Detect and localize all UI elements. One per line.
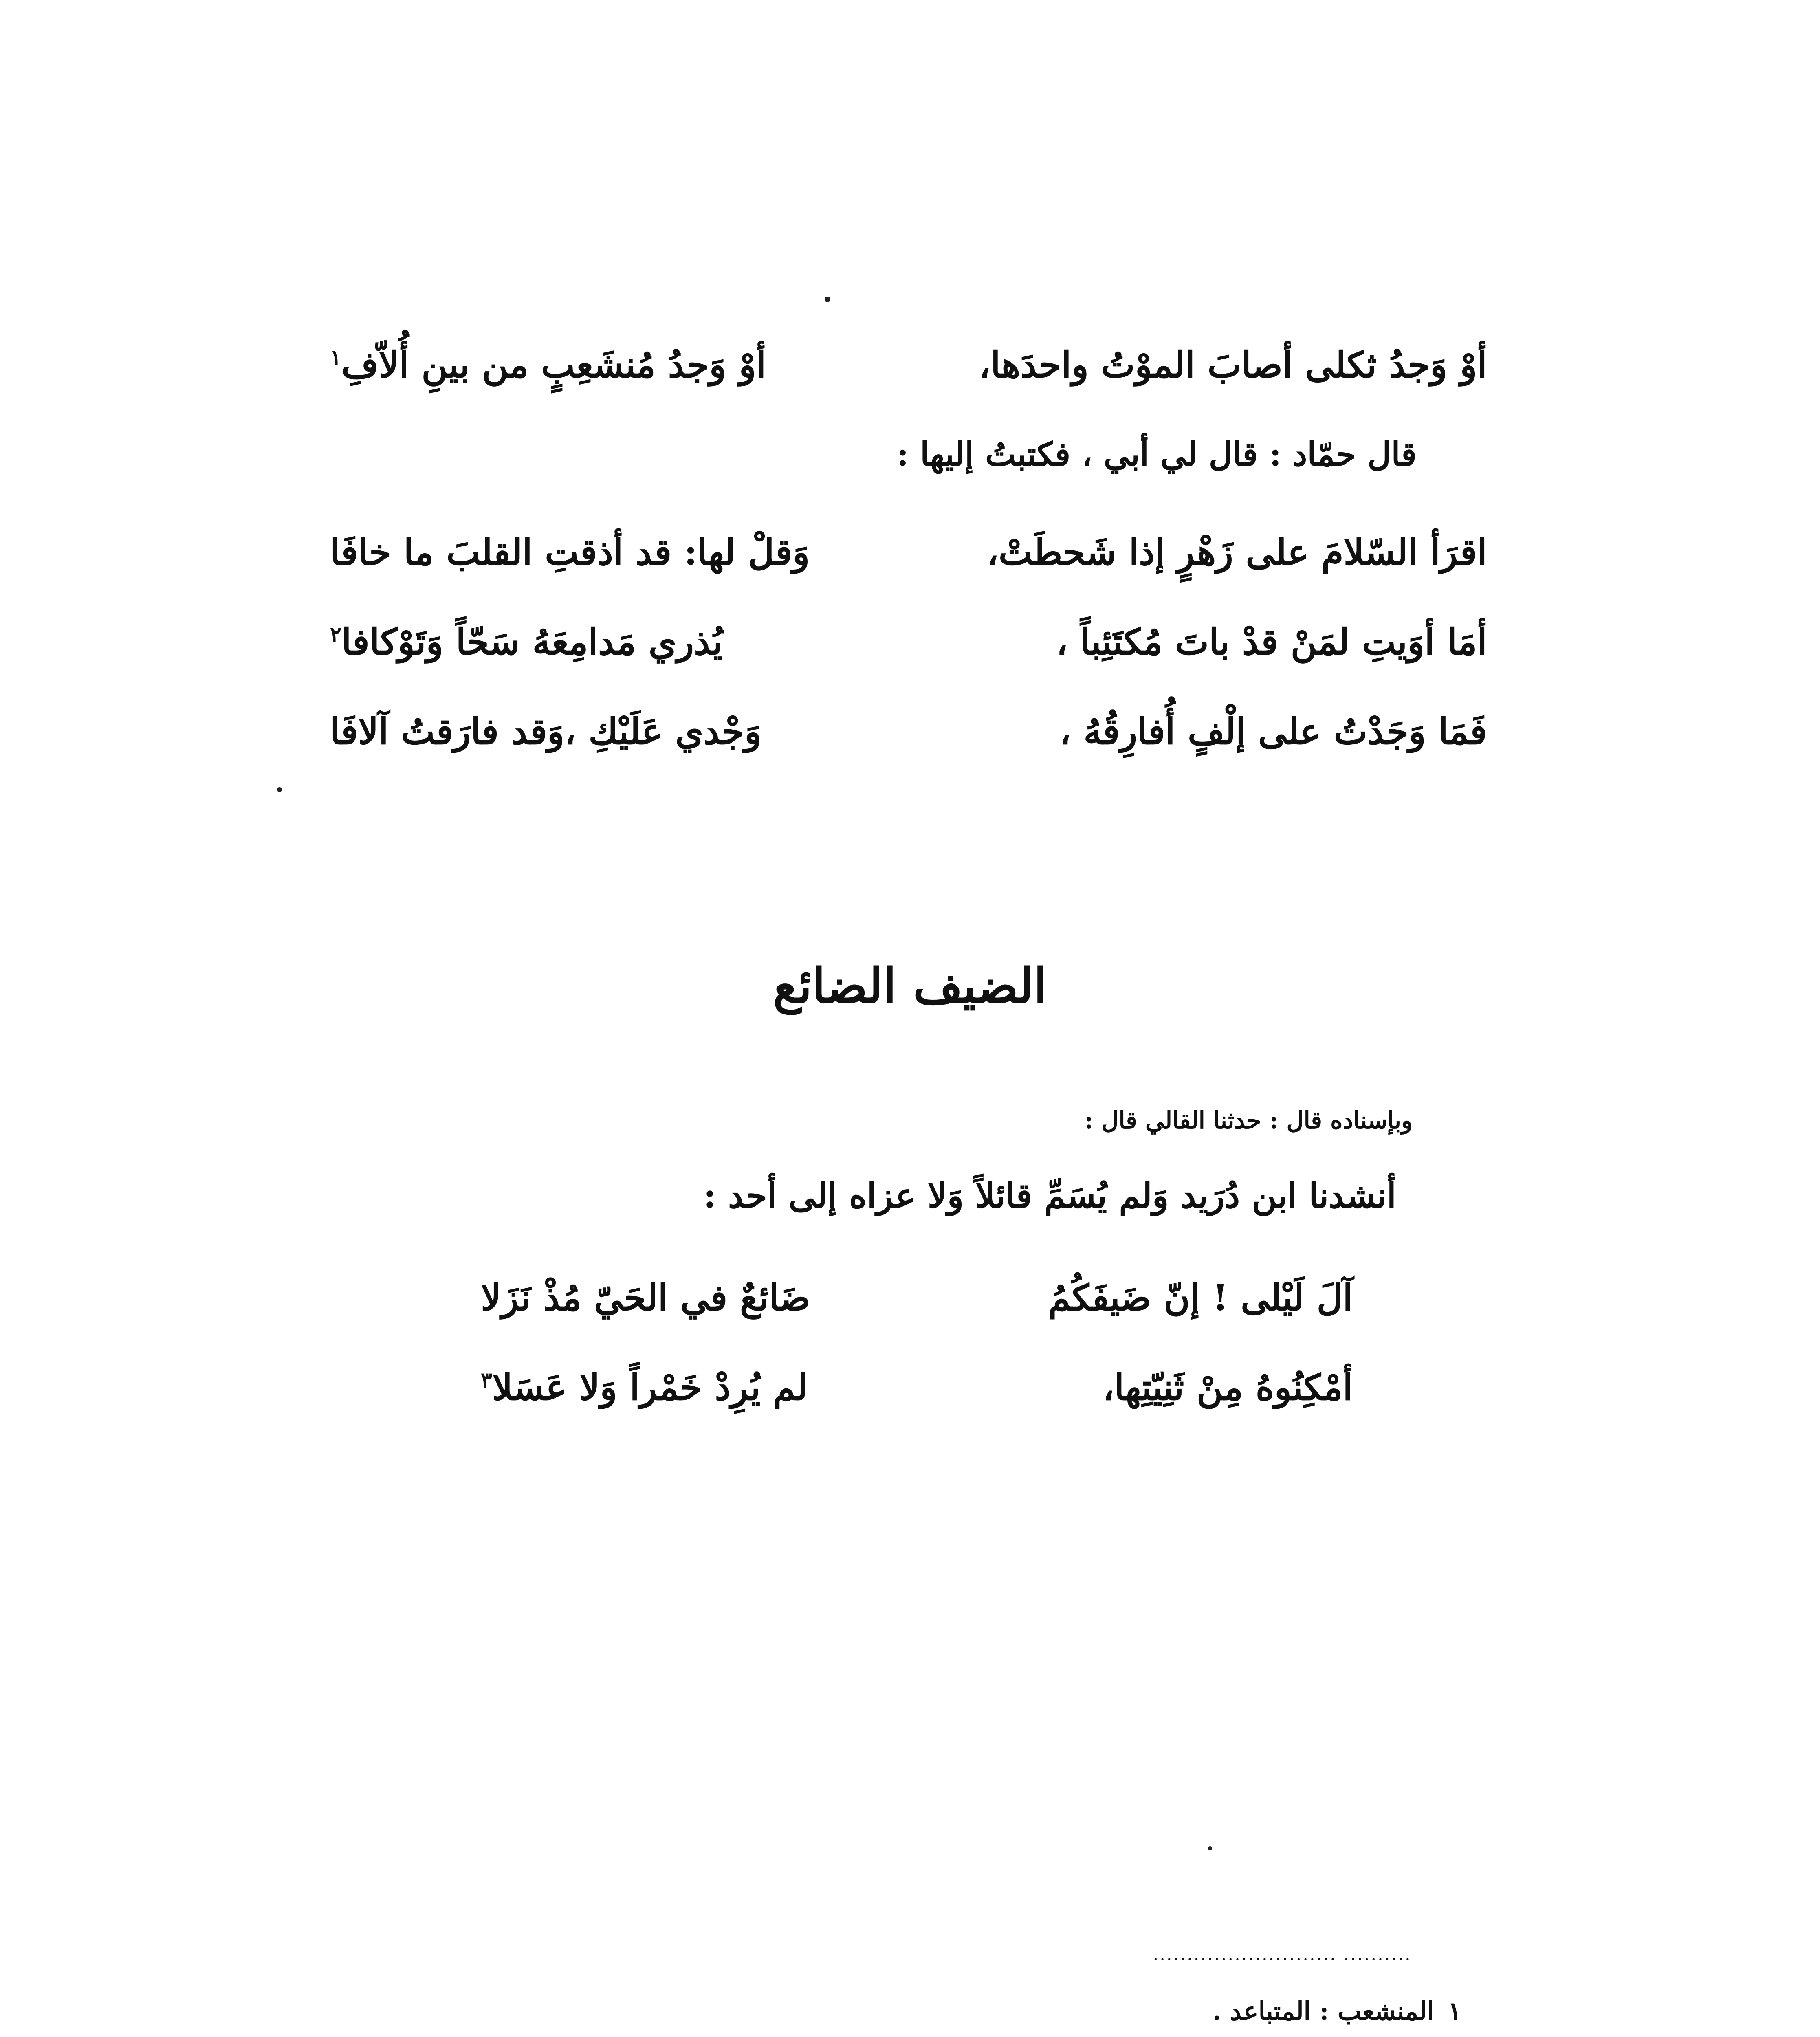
- section-verse-2: [481, 1357, 1353, 1418]
- footnote-item: [1213, 1996, 1461, 2026]
- poem1-verse-1: [330, 334, 1487, 395]
- print-speck: [825, 297, 830, 302]
- hemistich-first: اقرَأ السّلامَ على زَهْرٍ إذا شَحطَتْ،: [987, 531, 1487, 573]
- footnote-text: المنشعب : المتباعد .: [1212, 1996, 1434, 2026]
- section-isnad: وبإسناده قال : حدثنا القالي قال :: [1084, 1106, 1413, 1134]
- hemistich-first: فَمَا وَجَدْتُ على إلْفٍ أُفارِقُهُ ،: [1059, 710, 1487, 752]
- hemistich-second: وَقلْ لها: قد أذقتِ القلبَ ما خافَا: [330, 531, 810, 573]
- poem1-verse-3: [330, 611, 1487, 672]
- hemistich-second: ضَائعٌ في الحَيّ مُذْ نَزَلا: [481, 1276, 810, 1319]
- footnote-marker: ٢: [330, 622, 341, 647]
- poem1-intro: قال حمّاد : قال لي أبي ، فكتبتُ إليها :: [896, 435, 1417, 473]
- hemistich-second: أوْ وَجدُ مُنشَعِبٍ من بينِ أُلاّفِ$^١$: [330, 343, 766, 386]
- section-title: الضيف الضائع: [773, 957, 1047, 1014]
- hemistich-first: آلَ لَيْلى ! إنّ ضَيفَكُمُ: [1048, 1276, 1353, 1319]
- section-verse-1: [481, 1267, 1353, 1328]
- section-intro: أنشدنا ابن دُرَيد وَلم يُسَمِّ قائلاً وَلا عزاه إلى أحد :: [703, 1175, 1396, 1216]
- hemistich-second: يُذري مَدامِعَهُ سَحّاً وَتَوْكافا$^٢$: [330, 620, 723, 663]
- hemistich-second: وَجْدي عَلَيْكِ ،وَقد فارَقتُ آلافَا: [330, 710, 762, 752]
- hemistich-first: أوْ وَجدُ ثكلى أصابَ الموْتُ واحدَها،: [979, 343, 1487, 386]
- footnote-marker: ١: [330, 345, 341, 370]
- print-speck: [1208, 1846, 1212, 1850]
- hemistich-first: أمْكِنُوهُ مِنْ ثَنِيّتِها،: [1103, 1366, 1353, 1408]
- poem1-verse-2: [330, 521, 1487, 583]
- hemistich-first: أمَا أوَيتِ لمَنْ قدْ باتَ مُكتَئِباً ،: [1056, 620, 1487, 663]
- hemistich-second: لم يُرِدْ خَمْراً وَلا عَسَلا$^٣$: [481, 1366, 808, 1408]
- footnote-separator: ........................... ..........: [1153, 1945, 1412, 1964]
- footnote-number: ١: [1448, 1996, 1461, 2026]
- print-speck: [277, 787, 282, 792]
- footnote-marker: ٣: [481, 1368, 492, 1393]
- poem1-verse-4: [330, 701, 1487, 762]
